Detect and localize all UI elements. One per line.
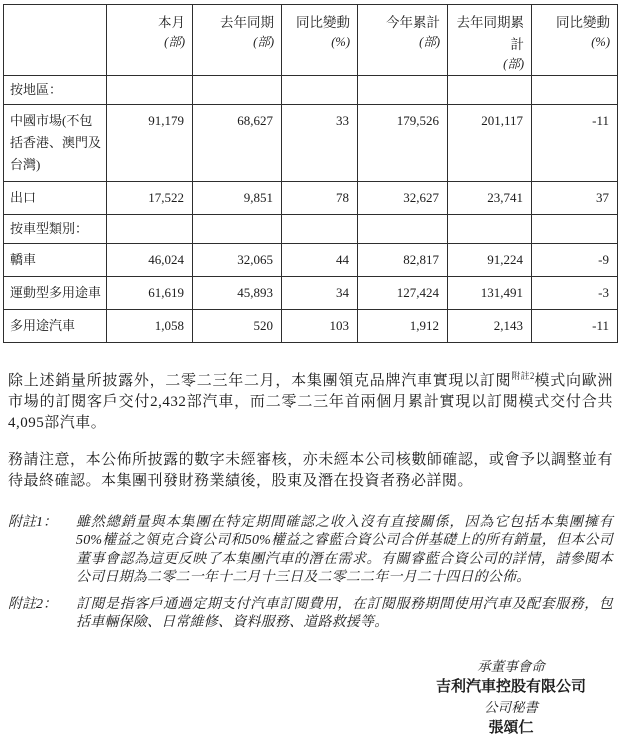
footnote-2 (8, 596, 613, 633)
header-cell-current-month (107, 5, 193, 76)
footnote-1 (8, 514, 613, 587)
cell-value: -3 (532, 277, 618, 310)
cell-value: 37 (532, 182, 618, 215)
cell-value (532, 215, 618, 244)
cell-value (448, 76, 532, 105)
footnote-label: 附註2： (8, 597, 57, 613)
paragraph-unaudited-notice: 務請注意，本公佈所披露的數字未經審核，亦未經本公司核數師確認，或會予以調整並有待最終確認。本集團刊發財務業績後，股東及潛在投資者務必詳閱。 (8, 452, 613, 489)
header-unit: (部) (503, 57, 524, 71)
header-cell-ytd-yoy-change (532, 5, 618, 76)
cell-value: 68,627 (193, 105, 282, 182)
cell-value: 91,179 (107, 105, 193, 182)
header-label: 去年同期累計 (456, 15, 524, 52)
table-row-mpv (4, 310, 618, 343)
cell-value: 32,065 (193, 244, 282, 277)
footnote-text: 雖然總銷量與本集團在特定期間確認之收入沒有直接關係，因為它包括本集團擁有50%權益之領克合資公司和50%權益之睿藍合資公司合併基礎上的所有銷量，但本公司董事會認為這更反映了本集團汽車的潛在需求。有關睿藍合資公司的詳情，請參閱本公司日期為二零二一年十二月十三日及二零二二年一月二十四日的公佈。 (76, 515, 613, 585)
header-cell-ytd (358, 5, 448, 76)
row-label: 出口 (4, 182, 107, 215)
paragraph-text: 除上述銷量所披露外，二零二三年二月，本集團領克品牌汽車實現以訂閱 (8, 373, 512, 389)
row-label: 按地區： (4, 76, 107, 105)
header-cell-blank (4, 5, 107, 76)
cell-value: 91,224 (448, 244, 532, 277)
table-row-china-market (4, 105, 618, 182)
cell-value: 1,058 (107, 310, 193, 343)
signature-company-name: 吉利汽車控股有限公司 (435, 678, 586, 696)
cell-value: 17,522 (107, 182, 193, 215)
cell-value: 82,817 (358, 244, 448, 277)
cell-value (282, 76, 358, 105)
cell-value (358, 215, 448, 244)
table-row-by-region (4, 76, 618, 105)
header-label: 去年同期 (220, 15, 274, 30)
cell-value (358, 76, 448, 105)
cell-value: 61,619 (107, 277, 193, 310)
paragraph-text: 模式向歐洲市場的訂閱客戶交付2,432部汽車，而二零二三年首兩個月累計實現以訂閱模式交付合共4,095部汽車。 (8, 373, 613, 431)
sales-table (3, 4, 618, 343)
row-label: 按車型類別： (4, 215, 107, 244)
footnote-text: 訂閱是指客戶通過定期支付汽車訂閱費用，在訂閱服務期間使用汽車及配套服務，包括車輛保險、日常維修、資料服務、道路救援等。 (76, 597, 613, 631)
cell-value: 23,741 (448, 182, 532, 215)
header-cell-last-year-period (193, 5, 282, 76)
cell-value: 2,143 (448, 310, 532, 343)
cell-value (107, 215, 193, 244)
header-label: 今年累計 (386, 15, 440, 30)
row-label: 轎車 (4, 244, 107, 277)
signature-title: 公司秘書 (484, 699, 538, 715)
cell-value: 520 (193, 310, 282, 343)
cell-value (193, 76, 282, 105)
cell-value (107, 76, 193, 105)
cell-value: 32,627 (358, 182, 448, 215)
table-row-export (4, 182, 618, 215)
signature-block (413, 657, 609, 739)
header-label: 本月 (158, 15, 185, 30)
row-label: 多用途汽車 (4, 310, 107, 343)
cell-value: 9,851 (193, 182, 282, 215)
cell-value: 179,526 (358, 105, 448, 182)
header-cell-yoy-change (282, 5, 358, 76)
cell-value (448, 215, 532, 244)
signature-secretary-name: 張頌仁 (488, 719, 534, 737)
cell-value: 46,024 (107, 244, 193, 277)
cell-value: 33 (282, 105, 358, 182)
cell-value: 127,424 (358, 277, 448, 310)
cell-value: 131,491 (448, 277, 532, 310)
row-label: 運動型多用途車 (4, 277, 107, 310)
table-header-row (4, 5, 618, 76)
footnote-ref-2: 附註2 (511, 371, 535, 381)
header-unit: (%) (591, 35, 610, 49)
table-row-sedan (4, 244, 618, 277)
header-label: 同比變動 (556, 15, 610, 30)
cell-value: 45,893 (193, 277, 282, 310)
cell-value: 44 (282, 244, 358, 277)
paragraph-lynk-subscription (8, 366, 613, 434)
header-unit: (部) (253, 35, 274, 49)
header-unit: (部) (164, 35, 185, 49)
cell-value (193, 215, 282, 244)
cell-value: 201,117 (448, 105, 532, 182)
header-label: 同比變動 (296, 15, 350, 30)
cell-value: 103 (282, 310, 358, 343)
cell-value: -11 (532, 310, 618, 343)
cell-value: -9 (532, 244, 618, 277)
header-cell-last-year-ytd (448, 5, 532, 76)
footnote-label: 附註1： (8, 515, 57, 530)
cell-value: 78 (282, 182, 358, 215)
cell-value: -11 (532, 105, 618, 182)
header-unit: (%) (331, 35, 350, 49)
cell-value (282, 215, 358, 244)
cell-value: 34 (282, 277, 358, 310)
table-row-by-vehicle-type (4, 215, 618, 244)
cell-value (532, 76, 618, 105)
cell-value: 1,912 (358, 310, 448, 343)
header-unit: (部) (419, 35, 440, 49)
table-row-suv (4, 277, 618, 310)
signature-by-order: 承董事會命 (477, 658, 545, 674)
row-label: 中國市場(不包括香港、澳門及台灣) (4, 105, 107, 182)
